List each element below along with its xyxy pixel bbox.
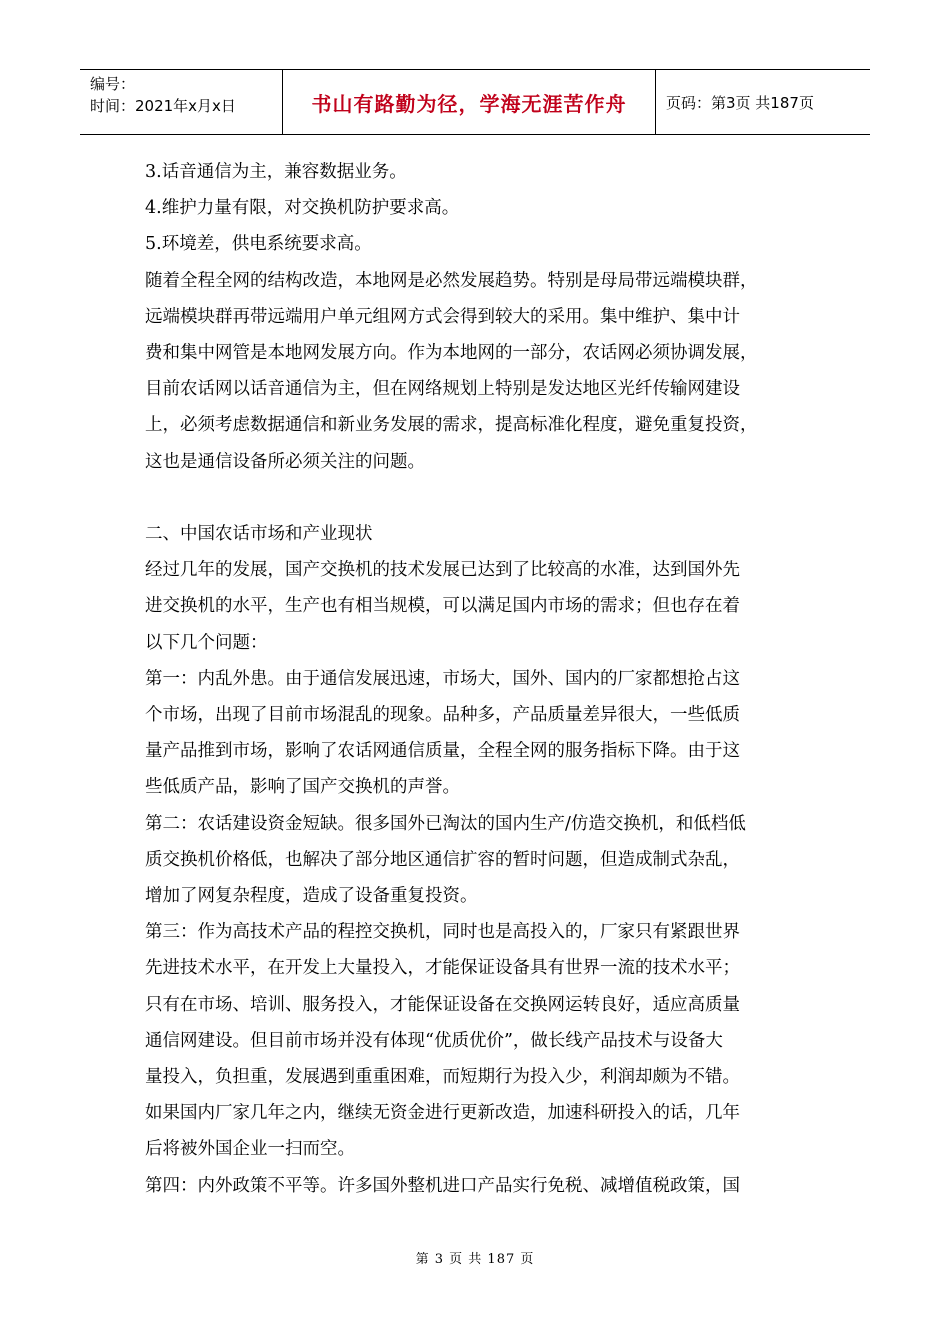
body-line: 二、中国农话市场和产业现状 — [145, 524, 373, 545]
body-line: 费和集中网管是本地网发展方向。作为本地网的一部分，农话网必须协调发展， — [145, 343, 758, 364]
body-line: 远端模块群再带远端用户单元组网方式会得到较大的采用。集中维护、集中计 — [145, 306, 740, 327]
body-line: 第四：内外政策不平等。许多国外整机进口产品实行免税、减增值税政策，国 — [145, 1175, 740, 1196]
body-line: 进交换机的水平，生产也有相当规模，可以满足国内市场的需求；但也存在着 — [145, 596, 740, 617]
body-line: 个市场，出现了目前市场混乱的现象。品种多，产品质量差异很大，一些低质 — [145, 705, 740, 726]
body-line: 只有在市场、培训、服务投入，才能保证设备在交换网运转良好，适应高质量 — [145, 994, 740, 1015]
body-line: 目前农话网以话音通信为主，但在网络规划上特别是发达地区光纤传输网建设 — [145, 379, 740, 400]
body-line: 5.环境差，供电系统要求高。 — [145, 234, 372, 255]
document-date-label: 时间：2021年x月x日 — [90, 97, 236, 115]
body-line: 增加了网复杂程度，造成了设备重复投资。 — [145, 886, 478, 907]
body-line: 先进技术水平，在开发上大量投入，才能保证设备具有世界一流的技术水平； — [145, 958, 740, 979]
page-footer: 第 3 页 共 187 页 — [415, 1252, 535, 1267]
header-meta-cell — [80, 70, 283, 134]
document-body — [145, 154, 810, 1204]
body-line: 上，必须考虑数据通信和新业务发展的需求，提高标准化程度，避免重复投资， — [145, 415, 758, 436]
blank-line — [145, 480, 810, 516]
body-line: 些低质产品，影响了国产交换机的声誉。 — [145, 777, 460, 798]
body-line: 量产品推到市场，影响了农话网通信质量，全程全网的服务指标下降。由于这 — [145, 741, 740, 762]
body-line: 量投入，负担重，发展遇到重重困难，而短期行为投入少，利润却颇为不错。 — [145, 1067, 740, 1088]
body-line: 经过几年的发展，国产交换机的技术发展已达到了比较高的水准，达到国外先 — [145, 560, 740, 581]
body-line: 4.维护力量有限，对交换机防护要求高。 — [145, 198, 460, 219]
body-line: 通信网建设。但目前市场并没有体现“优质优价”，做长线产品技术与设备大 — [145, 1030, 723, 1051]
body-line: 第二：农话建设资金短缺。很多国外已淘汰的国内生产/仿造交换机，和低档低 — [145, 813, 746, 834]
body-line: 以下几个问题： — [145, 632, 268, 653]
body-line: 3.话音通信为主，兼容数据业务。 — [145, 162, 407, 182]
body-line: 随着全程全网的结构改造，本地网是必然发展趋势。特别是母局带远端模块群， — [145, 270, 758, 291]
header-page-info: 页码：第3页 共187页 — [666, 93, 814, 112]
document-number-label: 编号： — [90, 75, 136, 93]
page-header — [80, 69, 870, 135]
body-line: 第一：内乱外患。由于通信发展迅速，市场大，国外、国内的厂家都想抢占这 — [145, 668, 740, 689]
body-line: 质交换机价格低，也解决了部分地区通信扩容的暂时问题，但造成制式杂乱， — [145, 849, 740, 870]
body-line: 如果国内厂家几年之内，继续无资金进行更新改造，加速科研投入的话，几年 — [145, 1103, 740, 1124]
body-line: 这也是通信设备所必须关注的问题。 — [145, 451, 425, 472]
body-line: 第三：作为高技术产品的程控交换机，同时也是高投入的，厂家只有紧跟世界 — [145, 922, 740, 943]
header-motto: 书山有路勤为径，学海无涯苦作舟 — [283, 70, 656, 134]
body-line: 后将被外国企业一扫而空。 — [145, 1139, 355, 1160]
